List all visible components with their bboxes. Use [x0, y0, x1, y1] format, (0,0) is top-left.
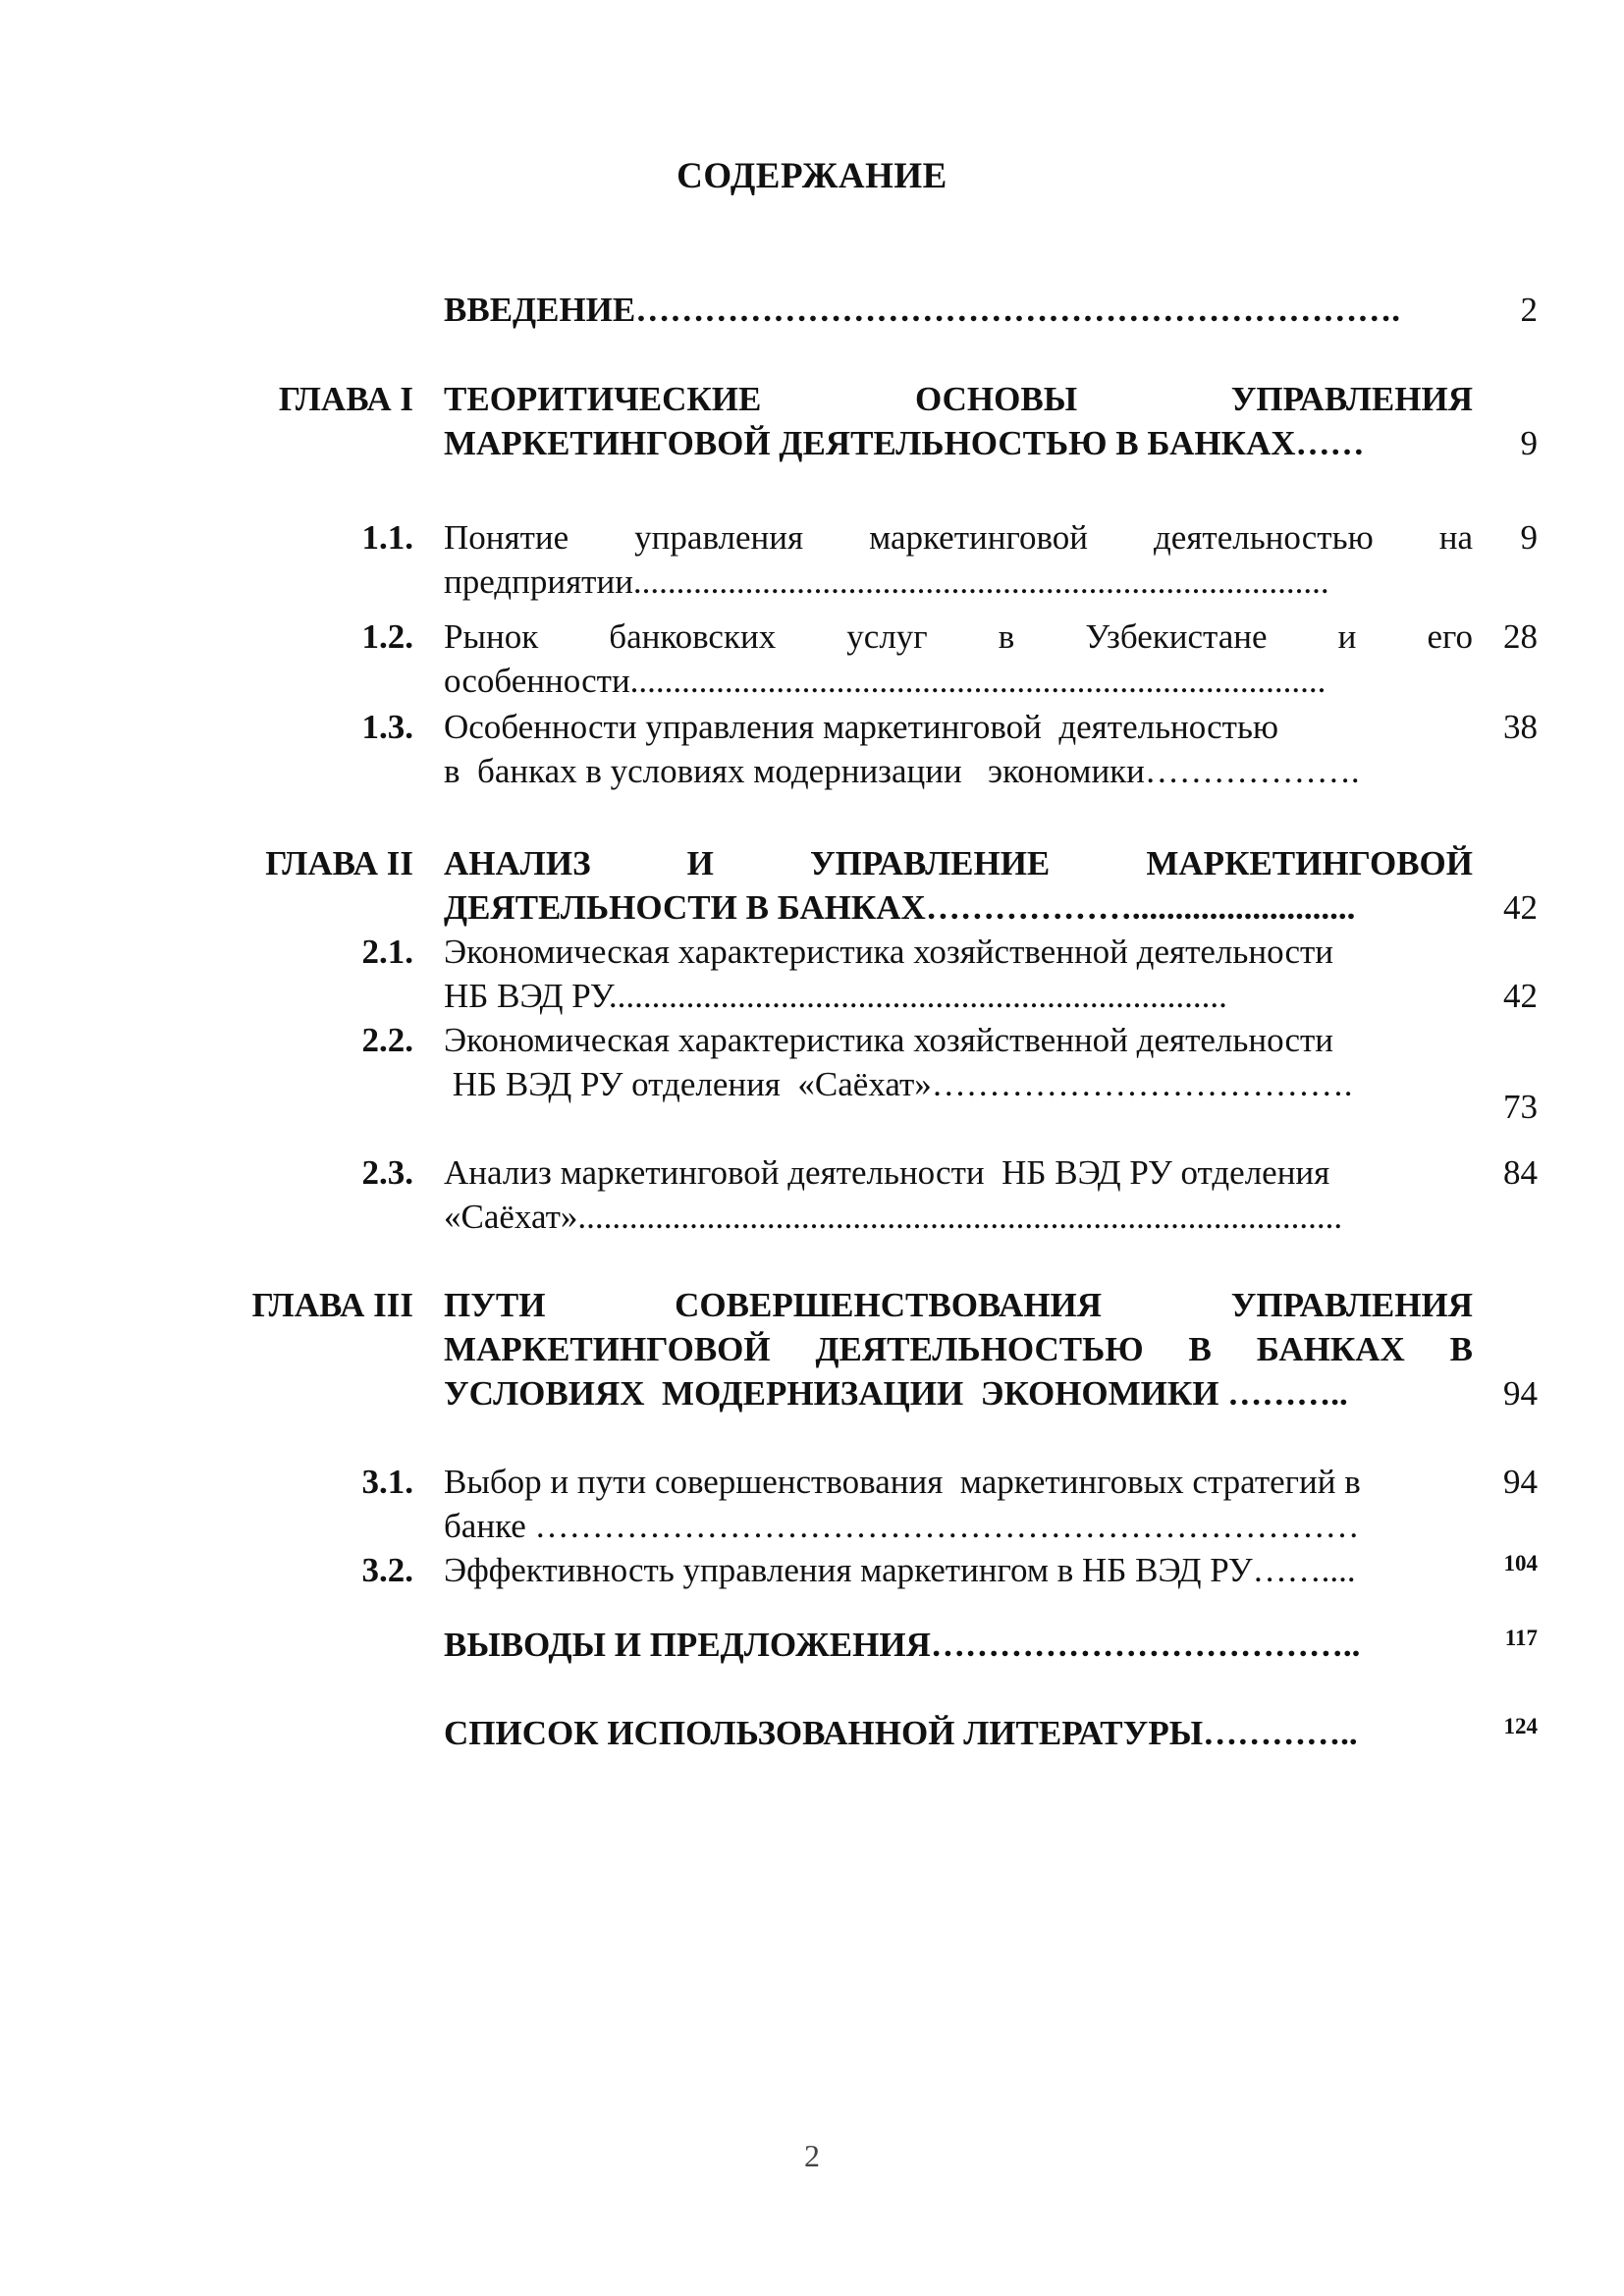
toc-entry-1-2[interactable]: Рынок банковских услуг в Узбекистане и его	[444, 617, 1473, 656]
toc-entry-chapter-1[interactable]: ТЕОРИТИЧЕСКИЕ ОСНОВЫ УПРАВЛЕНИЯ	[444, 380, 1473, 418]
toc-entry-chapter-3[interactable]: ПУТИ СОВЕРШЕНСТВОВАНИЯ УПРАВЛЕНИЯ	[444, 1286, 1473, 1324]
footer-page-number: 2	[804, 2138, 820, 2173]
toc-page-number: 9	[1520, 424, 1538, 462]
toc-page-number: 42	[1503, 888, 1538, 927]
chapter-label: ГЛАВА I	[278, 380, 413, 418]
toc-entry-chapter-2-cont[interactable]: ДЕЯТЕЛЬНОСТИ В БАНКАХ………………..........................	[444, 888, 1356, 927]
toc-entry-references[interactable]: СПИСОК ИСПОЛЬЗОВАННОЙ ЛИТЕРАТУРЫ…………..	[444, 1714, 1358, 1752]
toc-entry-1-3-cont[interactable]: в банках в условиях модернизации экономики……………….	[444, 752, 1360, 790]
toc-page-number: 42	[1503, 977, 1538, 1015]
toc-entry-1-2-cont[interactable]: особенности.................................................................................	[444, 662, 1326, 700]
section-number: 2.1.	[361, 933, 413, 971]
toc-page-number: 28	[1503, 617, 1538, 656]
toc-entry-2-3-cont[interactable]: «Саёхат».........................................................................................	[444, 1198, 1343, 1236]
toc-page-number: 117	[1504, 1626, 1538, 1650]
toc-page-number: 9	[1520, 518, 1538, 557]
toc-entry-conclusions[interactable]: ВЫВОДЫ И ПРЕДЛОЖЕНИЯ………………………………..	[444, 1626, 1361, 1664]
toc-entry-chapter-1-cont[interactable]: МАРКЕТИНГОВОЙ ДЕЯТЕЛЬНОСТЬЮ В БАНКАХ……	[444, 424, 1365, 462]
toc-entry-chapter-3-cont2[interactable]: УСЛОВИЯХ МОДЕРНИЗАЦИИ ЭКОНОМИКИ ………..	[444, 1374, 1348, 1413]
toc-entry-2-2-cont[interactable]: НБ ВЭД РУ отделения «Саёхат»……………………………….	[444, 1065, 1353, 1103]
chapter-label: ГЛАВА III	[251, 1286, 413, 1324]
toc-entry-2-3[interactable]: Анализ маркетинговой деятельности НБ ВЭД РУ отделения	[444, 1153, 1330, 1192]
toc-page-number: 2	[1520, 291, 1538, 329]
toc-entry-2-2[interactable]: Экономическая характеристика хозяйственной деятельности	[444, 1021, 1334, 1059]
section-number: 1.2.	[361, 617, 413, 656]
toc-entry-chapter-3-cont[interactable]: МАРКЕТИНГОВОЙ ДЕЯТЕЛЬНОСТЬЮ В БАНКАХ В	[444, 1330, 1473, 1368]
toc-entry-3-1[interactable]: Выбор и пути совершенствования маркетинговых стратегий в	[444, 1463, 1361, 1501]
section-number: 2.2.	[361, 1021, 413, 1059]
toc-entry-1-1-cont[interactable]: предприятии.................................................................................	[444, 562, 1329, 601]
chapter-label: ГЛАВА II	[265, 844, 413, 882]
toc-entry-2-1[interactable]: Экономическая характеристика хозяйственной деятельности	[444, 933, 1334, 971]
toc-page-number: 104	[1503, 1551, 1538, 1575]
page-title: СОДЕРЖАНИЕ	[677, 156, 947, 196]
toc-entry-3-1-cont[interactable]: банке ………………………………………………………………	[444, 1507, 1360, 1545]
section-number: 1.1.	[361, 518, 413, 557]
toc-entry-3-2[interactable]: Эффективность управления маркетингом в НБ ВЭД РУ……....	[444, 1551, 1356, 1589]
toc-page-number: 84	[1503, 1153, 1538, 1192]
toc-page-number: 94	[1503, 1463, 1538, 1501]
toc-page-number: 73	[1503, 1088, 1538, 1126]
toc-entry-1-3[interactable]: Особенности управления маркетинговой деятельностью	[444, 708, 1279, 746]
section-number: 1.3.	[361, 708, 413, 746]
section-number: 3.2.	[361, 1551, 413, 1589]
toc-page-number: 124	[1503, 1714, 1538, 1738]
toc-page-number: 94	[1503, 1374, 1538, 1413]
toc-page-number: 38	[1503, 708, 1538, 746]
toc-entry-1-1[interactable]: Понятие управления маркетинговой деятельностью на	[444, 518, 1473, 557]
section-number: 3.1.	[361, 1463, 413, 1501]
toc-entry-introduction[interactable]: ВВЕДЕНИЕ………………………………………………………….	[444, 291, 1401, 329]
toc-entry-2-1-cont[interactable]: НБ ВЭД РУ........................................................................	[444, 977, 1227, 1015]
toc-entry-chapter-2[interactable]: АНАЛИЗ И УПРАВЛЕНИЕ МАРКЕТИНГОВОЙ	[444, 844, 1473, 882]
section-number: 2.3.	[361, 1153, 413, 1192]
